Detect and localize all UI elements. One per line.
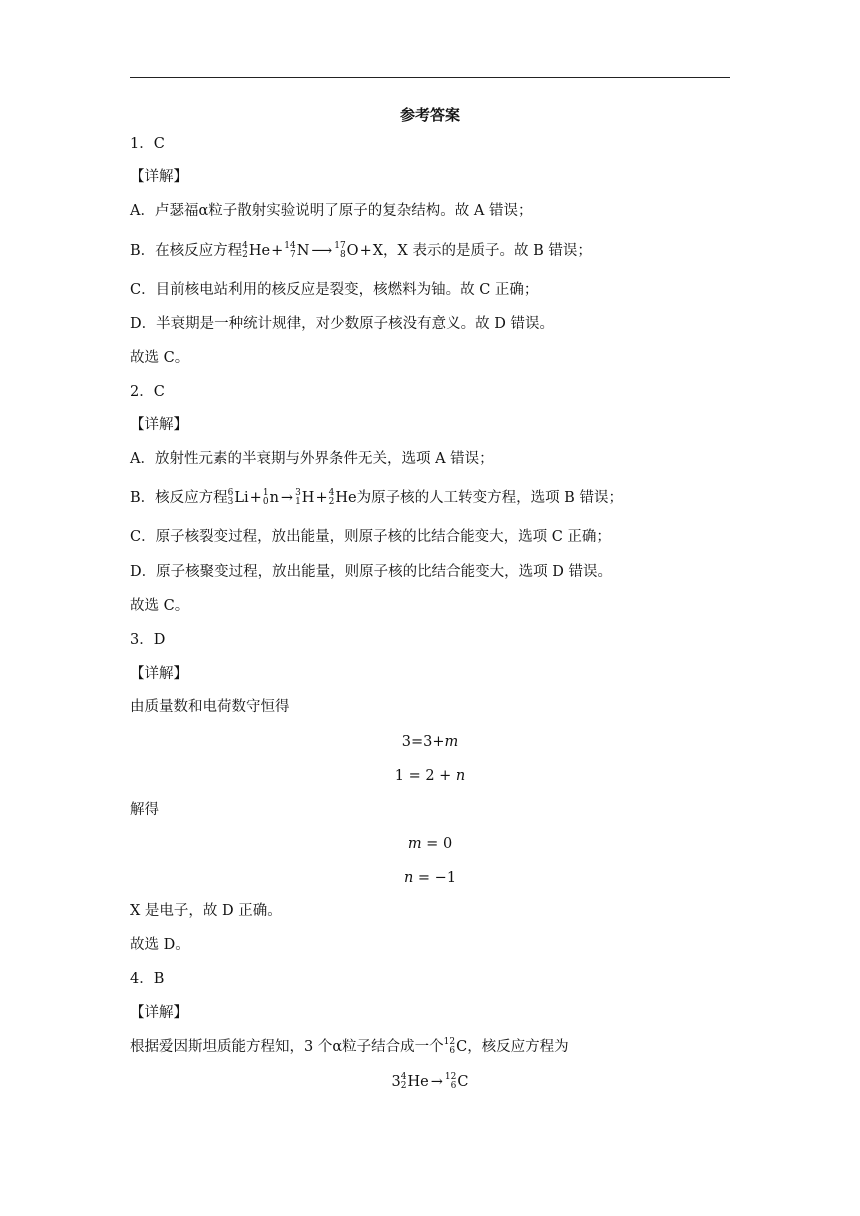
q1-b-suffix: ，X 表示的是质子。故 B 错误； xyxy=(383,243,592,259)
q3-answer: 3．D xyxy=(130,632,166,648)
q1-option-c: C．目前核电站利用的核反应是裂变，核燃料为铀。故 C 正确； xyxy=(130,282,539,298)
q1-nuclide-n: 14 7 N xyxy=(284,241,310,260)
q2-option-b: B．核反应方程 6 3 Li + 1 0 n → 3 1 H + 4 2 He 为原子核的人工转变方程，选项 B 错误； xyxy=(130,488,623,507)
q3-intro: 由质量数和电荷数守恒得 xyxy=(130,699,290,715)
q4-intro: 根据爱因斯坦质能方程知，3 个α粒子结合成一个 12 6 C ，核反应方程为 xyxy=(130,1037,569,1056)
q1-detail-heading: 【详解】 xyxy=(130,169,188,185)
reaction-arrow-icon: → xyxy=(430,1074,443,1090)
q2-option-a: A．放射性元素的半衰期与外界条件无关，选项 A 错误； xyxy=(130,451,494,467)
q1-choose: 故选 C。 xyxy=(130,350,190,366)
q4-answer: 4．B xyxy=(130,971,165,987)
q3-equation-4: n = −1 xyxy=(403,870,457,886)
q4-equation: 3 4 2 He → 12 6 C xyxy=(391,1072,469,1091)
q4-eq-nuclide-c: 12 6 C xyxy=(444,1072,469,1091)
q2-option-d: D．原子核聚变过程，放出能量，则原子核的比结合能变大，选项 D 错误。 xyxy=(130,564,612,580)
q3-equation-3: m = 0 xyxy=(407,836,453,852)
q2-answer: 2．C xyxy=(130,384,165,400)
reaction-arrow-icon: → xyxy=(280,490,294,506)
q2-b-prefix: B．核反应方程 xyxy=(130,490,228,506)
q1-answer: 1．C xyxy=(130,136,165,152)
q1-nuclide-he: 4 2 He xyxy=(242,241,271,260)
q1-option-d: D．半衰期是一种统计规律，对少数原子核没有意义。故 D 错误。 xyxy=(130,316,554,332)
q3-equation-1: 3=3+m xyxy=(401,734,459,750)
reaction-arrow-icon: ⟶ xyxy=(311,243,333,259)
q1-particle-x: X xyxy=(372,243,384,259)
q3-solve: 解得 xyxy=(130,802,159,818)
q2-nuclide-h: 3 1 H xyxy=(295,488,315,507)
q2-nuclide-he: 4 2 He xyxy=(328,488,357,507)
q1-option-b: B．在核反应方程 4 2 He + 14 7 N ⟶ 17 8 O +X，X 表示的是质子。故 B 错误； xyxy=(130,241,592,260)
q4-detail-heading: 【详解】 xyxy=(130,1005,188,1021)
q3-equation-2: 1 = 2 + n xyxy=(394,768,466,784)
q1-nuclide-o: 17 8 O xyxy=(334,241,359,260)
page-title: 参考答案 xyxy=(399,106,460,124)
q3-choose: 故选 D。 xyxy=(130,937,190,953)
q4-nuclide-c: 12 6 C xyxy=(443,1037,468,1056)
q2-nuclide-n: 1 0 n xyxy=(262,488,279,507)
q2-option-c: C．原子核裂变过程，放出能量，则原子核的比结合能变大，选项 C 正确； xyxy=(130,529,611,545)
q1-option-a: A．卢瑟福α粒子散射实验说明了原子的复杂结构。故 A 错误； xyxy=(130,203,533,219)
q2-b-suffix: 为原子核的人工转变方程，选项 B 错误； xyxy=(356,490,623,506)
header-rule xyxy=(130,77,730,78)
q4-eq-nuclide-he: 4 2 He xyxy=(400,1072,429,1091)
q1-b-prefix: B．在核反应方程 xyxy=(130,243,243,259)
q2-nuclide-li: 6 3 Li xyxy=(227,488,249,507)
q3-detail-heading: 【详解】 xyxy=(130,666,188,682)
q3-conclusion: X 是电子，故 D 正确。 xyxy=(130,903,282,919)
q2-choose: 故选 C。 xyxy=(130,598,190,614)
q2-detail-heading: 【详解】 xyxy=(130,417,188,433)
